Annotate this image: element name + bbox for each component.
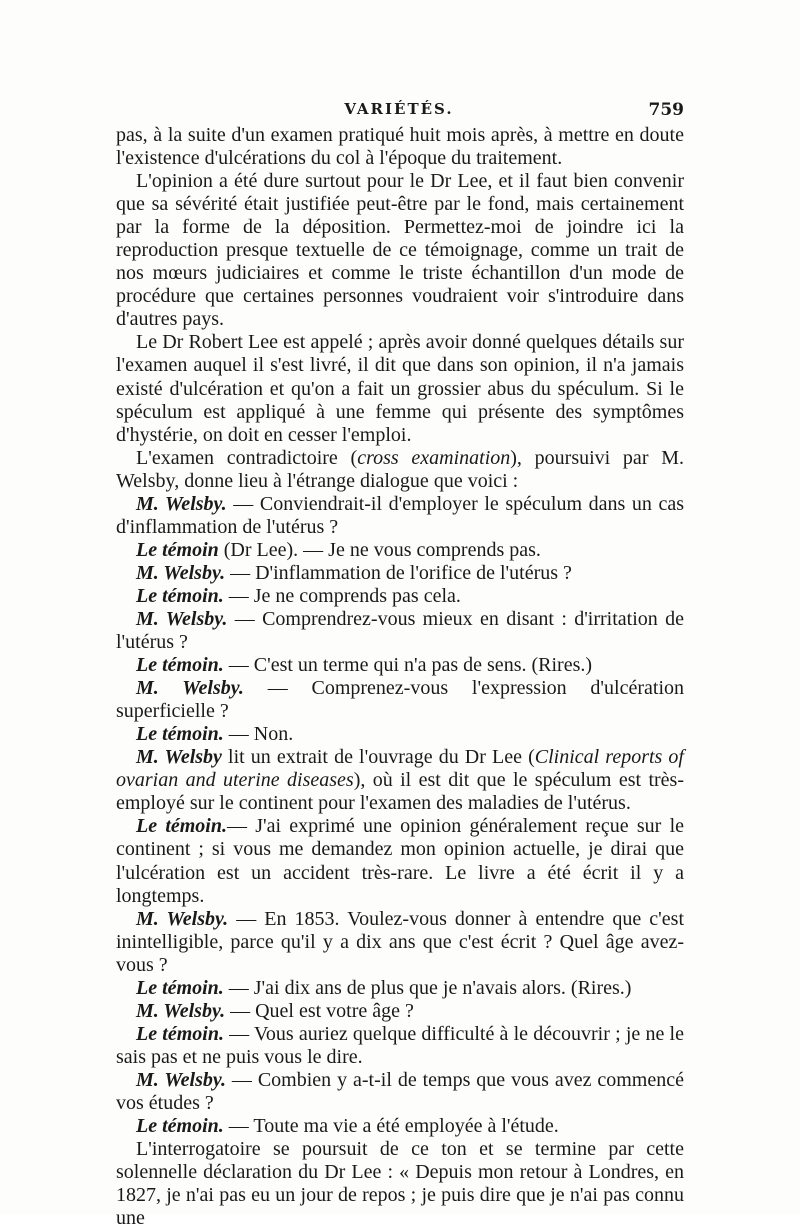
paragraph — [116, 447, 684, 493]
dialogue-text: — J'ai dix ans de plus que je n'avais alors. (Rires.) — [223, 976, 632, 999]
italic-title: cross examination — [357, 446, 511, 469]
dialogue-line — [116, 654, 684, 677]
dialogue-line — [116, 562, 684, 585]
running-title: VARIÉTÉS. — [344, 100, 454, 118]
dialogue-text: — J'ai exprimé une opinion généralement reçue sur le continent ; si vous me demandez mon opinion actuelle, je dirai que l'ulcération est un accident très-rare. Le livre a été écrit il y a longtemps. — [116, 815, 684, 907]
dialogue-line — [116, 677, 684, 723]
dialogue-text: — Comprendrez-vous mieux en disant : d'irritation de l'utérus ? — [116, 607, 684, 654]
paragraph-text: L'interrogatoire se poursuit de ce ton et se termine par cette solennelle déclaration du Dr Lee : « Depuis mon retour à Londres, en 1827, je n'ai pas eu un jour de repos ; je puis dire que je n'ai pas connu une — [116, 1138, 684, 1230]
dialogue-text: ), où il est dit que le spéculum est très-employé sur le continent pour l'examen des maladies de l'utérus. — [116, 769, 684, 815]
dialogue-line — [116, 539, 684, 562]
speaker-name: Le témoin. — [136, 815, 227, 838]
dialogue-text: — Combien y a-t-il de temps que vous avez commencé vos études ? — [116, 1068, 684, 1114]
speaker-name: M. Welsby. — [136, 607, 228, 630]
dialogue-text: — D'inflammation de l'orifice de l'utérus ? — [225, 561, 572, 584]
speaker-name: M. Welsby. — [136, 561, 226, 584]
dialogue-text: (Dr Lee). — Je ne vous comprends pas. — [218, 538, 541, 561]
paragraph-text: Le Dr Robert Lee est appelé ; après avoir donné quelques détails sur l'examen auquel il s'est livré, il dit que dans son opinion, il n'a jamais existé d'ulcération et qu'on a fait un grossier abus du spéculum. Si le spéculum est appliqué à une femme qui présente des symptômes d'hystérie, on doit en cesser l'emploi. — [116, 331, 684, 446]
dialogue-text: lit un extrait de l'ouvrage du Dr Lee ( — [221, 746, 535, 769]
speaker-name: M. Welsby. — [136, 1068, 226, 1091]
dialogue-line — [116, 746, 684, 815]
speaker-name: M. Welsby. — [136, 999, 226, 1022]
speaker-name: M. Welsby. — [136, 677, 244, 700]
dialogue-text: — Conviendrait-il d'employer le spéculum dans un cas d'inflammation de l'utérus ? — [116, 492, 685, 538]
dialogue-line — [116, 1115, 684, 1138]
dialogue-line — [116, 1069, 684, 1115]
page-header — [114, 100, 684, 124]
speaker-name: M. Welsby. — [136, 492, 227, 515]
dialogue-text: — Non. — [223, 723, 294, 746]
speaker-name: Le témoin. — [136, 654, 224, 677]
dialogue-line — [116, 908, 684, 977]
dialogue-text: — Vous auriez quelque difficulté à le découvrir ; je ne le sais pas et ne puis vous le dire. — [116, 1022, 684, 1068]
dialogue-line — [116, 977, 684, 1000]
dialogue-line — [116, 815, 684, 907]
paragraph — [116, 1138, 684, 1230]
paragraph-text: L'examen contradictoire ( — [136, 446, 358, 469]
paragraph — [116, 124, 684, 170]
speaker-name: M. Welsby. — [136, 907, 229, 930]
dialogue-line — [116, 585, 684, 608]
dialogue-line — [116, 608, 684, 654]
dialogue-text: — En 1853. Voulez-vous donner à entendre que c'est inintelligible, parce qu'il y a dix ans que c'est écrit ? Quel âge avez-vous ? — [116, 907, 684, 976]
speaker-name: Le témoin. — [136, 1115, 224, 1138]
speaker-name: Le témoin. — [136, 584, 224, 607]
page-number: 759 — [648, 100, 684, 120]
dialogue-line — [116, 493, 684, 539]
paragraph-text: L'opinion a été dure surtout pour le Dr Lee, et il faut bien convenir que sa sévérité était justifiée peut-être par le fond, mais certainement par la forme de la déposition. Permettez-moi de joindre ici la reproduction presque textuelle de ce témoignage, comme un trait de nos mœurs judiciaires et comme le triste échantillon d'un mode de procédure que certaines personnes voudraient voir s'introduire dans d'autres pays. — [116, 170, 684, 331]
speaker-name: Le témoin. — [136, 723, 224, 746]
dialogue-text: — Comprenez-vous l'expression d'ulcération superficielle ? — [116, 677, 684, 723]
paragraph-text: ), poursuivi par M. Welsby, donne lieu à l'étrange dialogue que voici : — [116, 446, 684, 492]
speaker-name: Le témoin. — [136, 1022, 224, 1045]
dialogue-line — [116, 1023, 684, 1069]
speaker-name: Le témoin — [136, 538, 219, 561]
paragraph — [116, 331, 684, 446]
speaker-name: M. Welsby — [136, 746, 222, 769]
dialogue-line — [116, 1000, 684, 1023]
dialogue-text: — Je ne comprends pas cela. — [223, 584, 461, 607]
dialogue-text: — Toute ma vie a été employée à l'étude. — [223, 1115, 559, 1138]
speaker-name: Le témoin. — [136, 976, 224, 999]
body-text — [116, 124, 684, 1230]
italic-title: Clinical reports of ovarian and uterine diseases — [116, 746, 684, 792]
dialogue-text: — Quel est votre âge ? — [225, 999, 414, 1022]
paragraph — [116, 170, 684, 331]
paragraph-text: pas, à la suite d'un examen pratiqué huit mois après, à mettre en doute l'existence d'ulcérations du col à l'époque du traitement. — [116, 124, 684, 170]
dialogue-line — [116, 723, 684, 746]
dialogue-text: — C'est un terme qui n'a pas de sens. (Rires.) — [223, 654, 593, 677]
